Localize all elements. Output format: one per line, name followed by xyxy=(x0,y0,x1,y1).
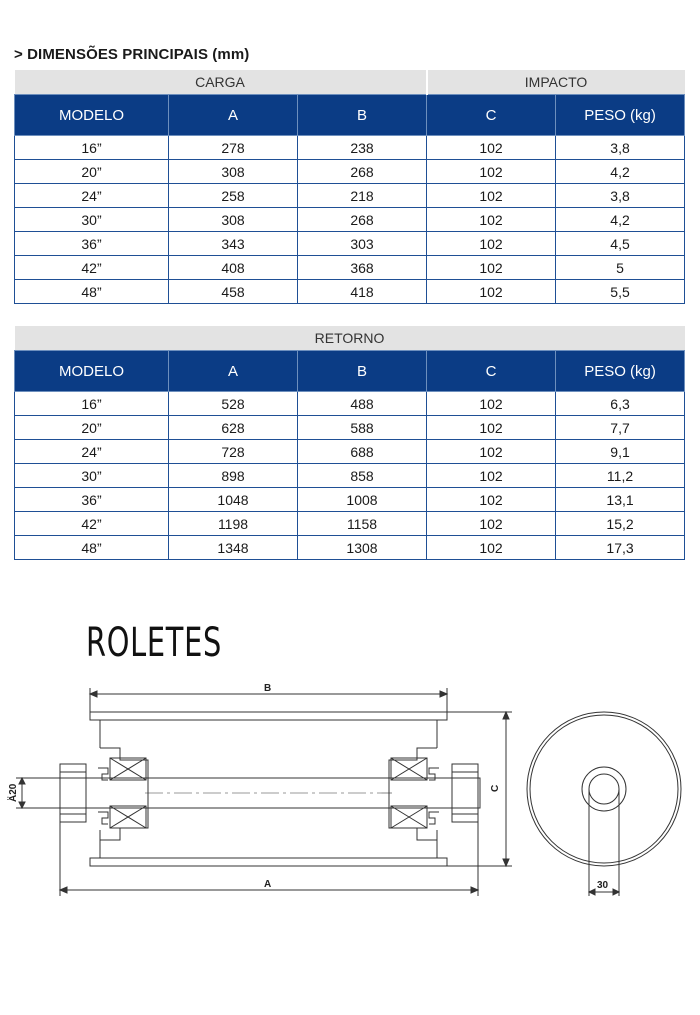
col-a: A xyxy=(169,95,298,136)
right-shaft-end xyxy=(452,764,478,822)
cell-peso: 17,3 xyxy=(556,536,685,560)
label-c: C xyxy=(490,784,501,792)
table-row xyxy=(15,464,685,488)
cell-a: 458 xyxy=(169,280,298,304)
col-c: C xyxy=(427,351,556,392)
table-row xyxy=(15,208,685,232)
cell-peso: 5,5 xyxy=(556,280,685,304)
left-bearing-housing xyxy=(100,748,148,840)
table-row xyxy=(15,184,685,208)
cell-c: 102 xyxy=(427,208,556,232)
roletes-title: ROLETES xyxy=(86,620,223,666)
cell-a: 1198 xyxy=(169,512,298,536)
carga-impacto-table xyxy=(14,70,685,304)
cell-c: 102 xyxy=(427,160,556,184)
table-group-header xyxy=(15,326,685,351)
col-modelo: MODELO xyxy=(15,351,169,392)
cell-peso: 3,8 xyxy=(556,136,685,160)
group-carga: CARGA xyxy=(15,70,427,95)
cell-modelo: 42” xyxy=(15,512,169,536)
section-heading: > DIMENSÕES PRINCIPAIS (mm) xyxy=(14,46,250,63)
cell-peso: 7,7 xyxy=(556,416,685,440)
cell-a: 528 xyxy=(169,392,298,416)
table-row xyxy=(15,256,685,280)
table-row xyxy=(15,416,685,440)
cell-c: 102 xyxy=(427,256,556,280)
cell-modelo: 36” xyxy=(15,232,169,256)
cell-a: 1348 xyxy=(169,536,298,560)
table-row xyxy=(15,160,685,184)
cell-c: 102 xyxy=(427,392,556,416)
group-retorno: RETORNO xyxy=(15,326,685,351)
cell-peso: 4,2 xyxy=(556,208,685,232)
end-view-outer xyxy=(527,712,681,866)
cell-modelo: 24” xyxy=(15,440,169,464)
cell-c: 102 xyxy=(427,416,556,440)
cell-a: 408 xyxy=(169,256,298,280)
cell-peso: 15,2 xyxy=(556,512,685,536)
cell-b: 268 xyxy=(298,208,427,232)
cell-a: 308 xyxy=(169,208,298,232)
left-shaft-end xyxy=(60,764,86,822)
cell-modelo: 48” xyxy=(15,536,169,560)
cell-c: 102 xyxy=(427,184,556,208)
cell-peso: 4,5 xyxy=(556,232,685,256)
table-row xyxy=(15,392,685,416)
cell-modelo: 24” xyxy=(15,184,169,208)
label-shaft-diameter: Ä20 xyxy=(8,783,19,802)
cell-modelo: 20” xyxy=(15,416,169,440)
cell-peso: 3,8 xyxy=(556,184,685,208)
cell-a: 343 xyxy=(169,232,298,256)
cell-c: 102 xyxy=(427,232,556,256)
cell-a: 628 xyxy=(169,416,298,440)
table-row xyxy=(15,536,685,560)
cell-c: 102 xyxy=(427,440,556,464)
cell-b: 1008 xyxy=(298,488,427,512)
end-view-bore xyxy=(589,774,619,804)
col-b: B xyxy=(298,351,427,392)
col-b: B xyxy=(298,95,427,136)
cell-c: 102 xyxy=(427,136,556,160)
cell-peso: 9,1 xyxy=(556,440,685,464)
cell-c: 102 xyxy=(427,280,556,304)
col-modelo: MODELO xyxy=(15,95,169,136)
col-a: A xyxy=(169,351,298,392)
table-column-header xyxy=(15,351,685,392)
label-b: B xyxy=(264,683,272,694)
cell-modelo: 42” xyxy=(15,256,169,280)
cell-b: 1158 xyxy=(298,512,427,536)
cell-modelo: 30” xyxy=(15,464,169,488)
cell-peso: 5 xyxy=(556,256,685,280)
cell-a: 1048 xyxy=(169,488,298,512)
roller-shell-top xyxy=(90,712,447,720)
cell-modelo: 30” xyxy=(15,208,169,232)
label-30: 30 xyxy=(597,880,609,891)
table-row xyxy=(15,488,685,512)
cell-c: 102 xyxy=(427,488,556,512)
cell-b: 588 xyxy=(298,416,427,440)
table-row xyxy=(15,136,685,160)
cell-a: 258 xyxy=(169,184,298,208)
cell-modelo: 48” xyxy=(15,280,169,304)
cell-b: 268 xyxy=(298,160,427,184)
cell-modelo: 20” xyxy=(15,160,169,184)
right-bearing-housing xyxy=(389,748,437,840)
cell-b: 303 xyxy=(298,232,427,256)
cell-modelo: 36” xyxy=(15,488,169,512)
col-peso: PESO (kg) xyxy=(556,95,685,136)
cell-b: 238 xyxy=(298,136,427,160)
cell-peso: 13,1 xyxy=(556,488,685,512)
cell-peso: 11,2 xyxy=(556,464,685,488)
cell-c: 102 xyxy=(427,464,556,488)
cell-b: 418 xyxy=(298,280,427,304)
cell-b: 858 xyxy=(298,464,427,488)
roller-technical-drawing xyxy=(0,660,700,910)
retorno-table xyxy=(14,326,685,560)
table-column-header xyxy=(15,95,685,136)
table-row xyxy=(15,512,685,536)
col-c: C xyxy=(427,95,556,136)
roller-shell-bottom xyxy=(90,858,447,866)
cell-a: 728 xyxy=(169,440,298,464)
cell-b: 688 xyxy=(298,440,427,464)
cell-c: 102 xyxy=(427,512,556,536)
table-row xyxy=(15,280,685,304)
col-peso: PESO (kg) xyxy=(556,351,685,392)
table-row xyxy=(15,232,685,256)
table-row xyxy=(15,440,685,464)
cell-b: 218 xyxy=(298,184,427,208)
cell-modelo: 16” xyxy=(15,392,169,416)
cell-b: 368 xyxy=(298,256,427,280)
label-a: A xyxy=(264,879,272,890)
cell-peso: 6,3 xyxy=(556,392,685,416)
cell-b: 1308 xyxy=(298,536,427,560)
table-group-header xyxy=(15,70,685,95)
cell-c: 102 xyxy=(427,536,556,560)
group-impacto: IMPACTO xyxy=(427,70,685,95)
cell-a: 308 xyxy=(169,160,298,184)
cell-a: 278 xyxy=(169,136,298,160)
cell-b: 488 xyxy=(298,392,427,416)
cell-a: 898 xyxy=(169,464,298,488)
cell-peso: 4,2 xyxy=(556,160,685,184)
cell-modelo: 16” xyxy=(15,136,169,160)
